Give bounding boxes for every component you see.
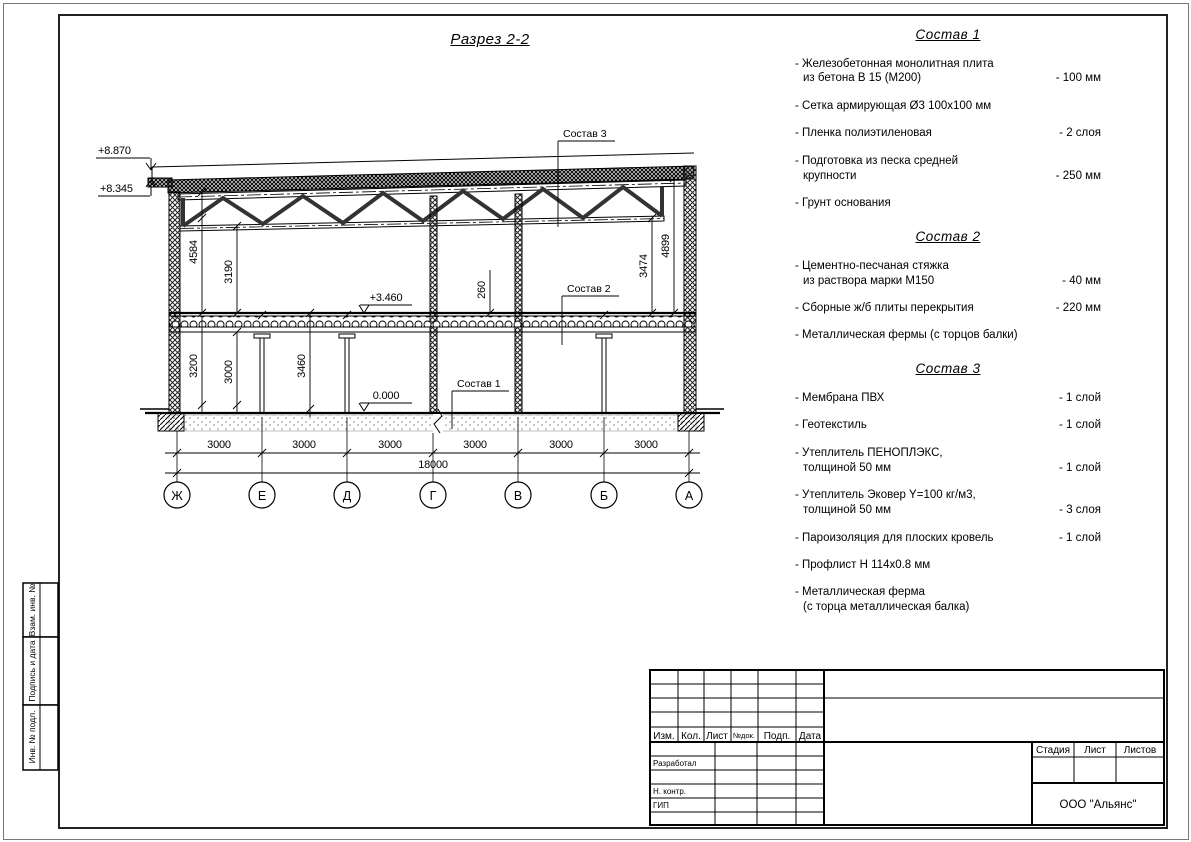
walls-and-columns [169,166,696,413]
spec-item-value: - 1 слой [1058,531,1101,544]
axis-label: Ж [171,489,183,503]
spec-item-name: - Цементно-песчаная стяжка из раствора марки М150 [795,259,949,287]
axis-label: Б [599,489,609,503]
spec-item-name: - Металлическая ферма (с торца металлическая балка) [795,586,970,614]
bay-dim: 3000 [207,439,231,451]
leader-sostav2: Состав 2 [567,283,611,295]
tb-col-podp: Подп. [763,731,791,742]
strip-inv: Инв. № подл. [27,710,37,764]
tb-role-developed: Разработал [653,759,697,768]
axis-label: А [684,489,694,503]
spec-item-name: - Сетка армирующая Ø3 100х100 мм [795,99,992,112]
elevation-8870: +8.870 [98,145,131,157]
tb-col-izm: Изм. [653,731,675,742]
spec-item-value: - 1 слой [1058,461,1101,474]
ground-and-foundation [140,409,724,433]
spec-section-title: Состав 3 [915,361,981,377]
bay-dim: 3000 [378,439,402,451]
bay-dim: 3000 [634,439,658,451]
bay-dim: 3000 [463,439,487,451]
spec-item-name: - Мембрана ПВХ [795,391,885,404]
dim-4899: 4899 [660,234,672,258]
dim-4584: 4584 [188,240,200,264]
tb-sheet: Лист [1084,745,1106,756]
tb-col-ndok: №док. [733,731,755,740]
tb-col-list: Лист [706,731,728,742]
spec-item-value: - 2 слоя [1059,127,1101,140]
tb-col-kol: Кол. [681,731,701,742]
spec-item-value: - 1 слой [1058,419,1101,432]
leader-sostav1: Состав 1 [457,378,501,390]
dim-3190: 3190 [223,260,235,284]
spec-item-name: - Утеплитель Эковер Y=100 кг/м3, толщиной 50 мм [795,489,976,517]
spec-item-name: - Металлическая фермы (с торцов балки) [795,329,1018,342]
dim-3460: 3460 [296,354,308,378]
leader-sostav3: Состав 3 [563,128,607,140]
spec-section-title: Состав 1 [915,27,981,42]
spec-item-name: - Профлист Н 114х0.8 мм [795,559,931,572]
spec-item-value: - 220 мм [1055,302,1101,315]
spec-item-name: - Пленка полиэтиленовая [795,127,932,140]
spec-item-name: - Утеплитель ПЕНОПЛЭКС, толщиной 50 мм [795,446,943,474]
dim-3474: 3474 [638,254,650,278]
tb-stage: Стадия [1035,745,1071,756]
strip-podpis: Подпись и дата [27,640,37,702]
tb-sheets: Листов [1123,745,1157,756]
spec-item-value: - 3 слоя [1059,504,1101,517]
elevation-8345: +8.345 [100,183,133,195]
bay-dim: 3000 [292,439,316,451]
spec-item-name: - Железобетонная монолитная плита из бетона В 15 (М200) [795,57,994,85]
spec-item-value: - 40 мм [1062,274,1101,287]
spec-item-name: - Подготовка из песка средней крупности [795,154,959,182]
strip-vzam: Взам. инв. № [27,583,37,637]
axis-label: Г [429,489,437,503]
spec-item-value: - 250 мм [1055,169,1101,182]
elevation-0000: 0.000 [372,390,400,402]
axis-label: Д [342,489,352,503]
spec-item-value: - 1 слой [1058,391,1101,404]
tb-col-data: Дата [798,731,822,742]
dim-3000: 3000 [223,360,235,384]
dim-3200: 3200 [188,354,200,378]
spec-item-name: - Грунт основания [795,197,891,210]
tb-company: ООО "Альянс" [1059,799,1137,811]
bay-dim: 3000 [549,439,573,451]
axis-label: Е [257,489,267,503]
total-dim: 18000 [418,459,448,471]
section-title: Разрез 2-2 [450,31,530,48]
spec-section-title: Состав 2 [915,229,981,245]
spec-item-name: - Пароизоляция для плоских кровель [795,531,994,544]
tb-role-gip: ГИП [653,801,669,810]
spec-item-value: - 100 мм [1055,72,1101,85]
spec-item-name: - Геотекстиль [795,419,867,432]
elevation-3460: +3.460 [369,292,403,304]
dim-260: 260 [476,281,488,299]
axis-label: В [513,489,523,503]
tb-role-ncontrol: Н. контр. [653,787,687,796]
spec-item-name: - Сборные ж/б плиты перекрытия [795,302,974,315]
